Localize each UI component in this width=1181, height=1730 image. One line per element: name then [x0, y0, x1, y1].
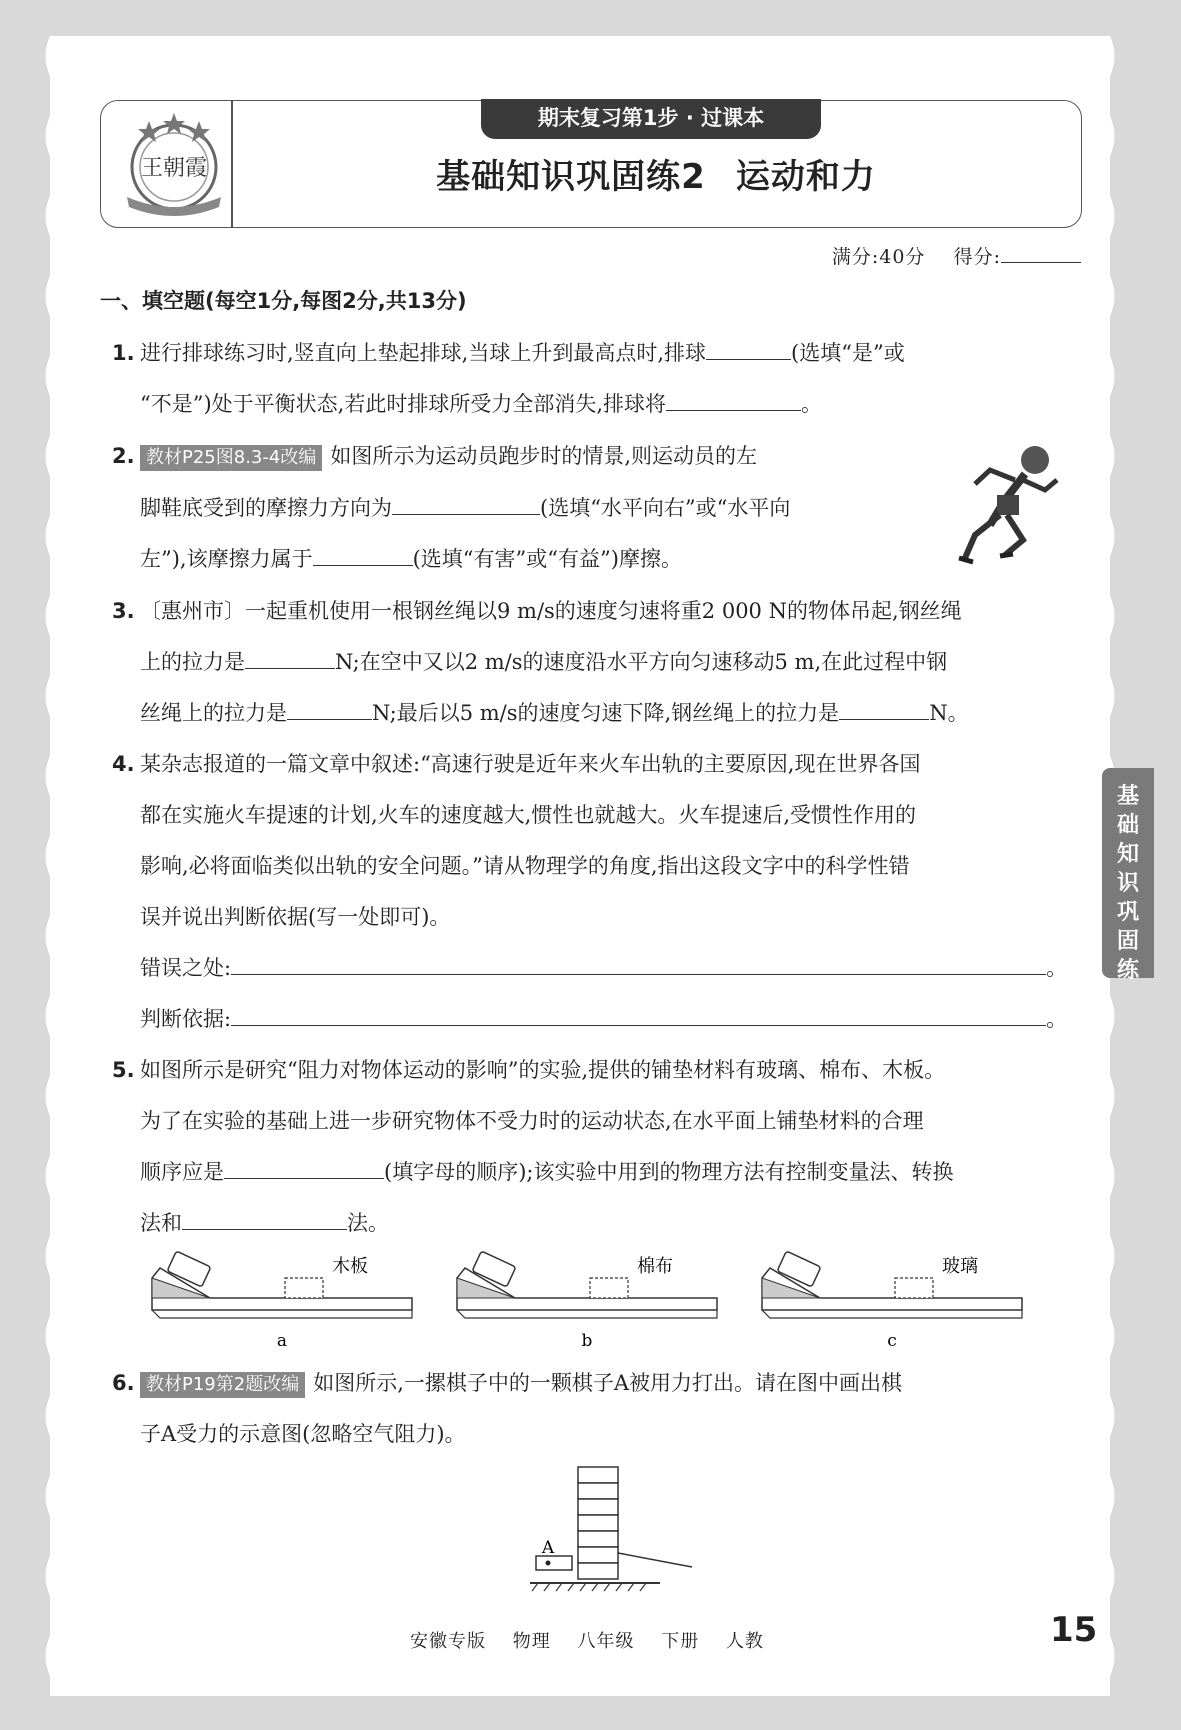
side-tab-char: 基: [1116, 784, 1139, 809]
q4-basis-label: 判断依据:: [140, 1007, 232, 1031]
q3-blank-1[interactable]: [245, 646, 335, 669]
q1-number: 1.: [112, 341, 135, 365]
side-tab-char: 固: [1116, 929, 1139, 954]
ramp-figure-c: [760, 1248, 1025, 1353]
question-6-line2: 子A受力的示意图(忽略空气阻力)。: [140, 1422, 466, 1446]
q2-text-2: 脚鞋底受到的摩擦力方向为: [140, 496, 392, 520]
q2-source-tag: 教材P25图8.3-4改编: [140, 445, 322, 471]
question-5-line4: [140, 1207, 389, 1237]
full-score: 满分:40分: [831, 246, 926, 268]
question-1-line2: [140, 388, 822, 418]
footer-subject: 物理: [512, 1631, 551, 1652]
q4-error-end: 。: [1046, 956, 1068, 980]
question-5: [112, 1054, 945, 1084]
q6-number: 6.: [112, 1371, 135, 1395]
q5-number: 5.: [112, 1058, 135, 1082]
q1-text-1: 进行排球练习时,竖直向上垫起排球,当球上升到最高点时,排球: [140, 341, 707, 365]
q5-text-4: 法和: [140, 1211, 182, 1235]
section-heading: 一、填空题(每空1分,每图2分,共13分): [100, 289, 467, 313]
q5-text-4b: 法。: [347, 1211, 389, 1235]
question-2: [112, 440, 757, 471]
side-tab-char: 础: [1116, 813, 1139, 838]
chess-label-a: A: [541, 1538, 555, 1558]
q4-error-label: 错误之处:: [140, 956, 232, 980]
q3-blank-2[interactable]: [287, 697, 372, 720]
q2-text-1: 如图所示为运动员跑步时的情景,则运动员的左: [330, 444, 758, 468]
score-line: [832, 242, 1081, 269]
question-4-line2: 都在实施火车提速的计划,火车的速度越大,惯性也就越大。火车提速后,受惯性作用的: [140, 803, 917, 827]
q3-number: 3.: [112, 599, 135, 623]
question-2-line3: [140, 543, 682, 573]
ramp-material-label: 木板: [332, 1256, 368, 1277]
q4-error-blank[interactable]: [231, 952, 1046, 975]
question-6: [112, 1367, 902, 1398]
question-4-line3: 影响,必将面临类似出轨的安全问题。”请从物理学的角度,指出这段文字中的科学性错: [140, 854, 910, 878]
q5-blank-2[interactable]: [182, 1207, 347, 1230]
q3-text-3: 丝绳上的拉力是: [140, 701, 287, 725]
step-tag: 期末复习第1步 · 过课本: [481, 99, 821, 139]
q1-text-2b: 。: [801, 392, 823, 416]
footer-grade: 八年级: [577, 1631, 635, 1652]
footer: [410, 1627, 784, 1653]
chess-stack-figure: [530, 1465, 700, 1595]
q2-text-3b: (选填“有害”或“有益”)摩擦。: [412, 547, 682, 571]
question-5-line3: [140, 1156, 953, 1186]
q1-blank-1[interactable]: [706, 337, 791, 360]
side-tab-char: 巩: [1116, 900, 1139, 925]
side-tab-char: 识: [1116, 871, 1139, 896]
side-tab-char: 知: [1116, 842, 1139, 867]
ramp-letter-label: c: [887, 1331, 897, 1351]
question-2-line2: [140, 492, 790, 522]
ramp-figure-a: [150, 1248, 415, 1353]
q2-blank-1[interactable]: [392, 492, 540, 515]
q3-text-1: 〔惠州市〕一起重机使用一根钢丝绳以9 m/s的速度匀速将重2 000 N的物体吊起,钢丝绳: [140, 599, 962, 623]
footer-volume: 下册: [661, 1631, 700, 1652]
q4-error-line: [140, 952, 1067, 982]
ramp-material-label: 玻璃: [942, 1256, 978, 1277]
page-title: [231, 149, 1081, 198]
q2-text-2b: (选填“水平向右”或“水平向: [540, 496, 791, 520]
ramp-figure-b: [455, 1248, 720, 1353]
question-1: [112, 337, 905, 367]
q4-basis-line: [140, 1003, 1067, 1033]
q4-basis-blank[interactable]: [231, 1003, 1046, 1026]
score-label: 得分:: [953, 246, 1001, 268]
q1-text-2: “不是”)处于平衡状态,若此时排球所受力全部消失,排球将: [140, 392, 667, 416]
q2-number: 2.: [112, 444, 135, 468]
q2-text-3: 左”),该摩擦力属于: [140, 547, 313, 571]
title-banner: [100, 100, 1082, 228]
q2-blank-2[interactable]: [313, 543, 413, 566]
title-topic: 运动和力: [735, 157, 876, 197]
side-tab-char: 练: [1116, 958, 1139, 983]
score-blank[interactable]: [1001, 262, 1081, 263]
question-4-line4: 误并说出判断依据(写一处即可)。: [140, 905, 451, 929]
q4-basis-end: 。: [1046, 1007, 1068, 1031]
q3-blank-3[interactable]: [839, 697, 929, 720]
question-4: [112, 748, 920, 778]
ramp-letter-label: b: [581, 1331, 593, 1351]
footer-publisher: 人教: [725, 1631, 764, 1652]
ramp-material-label: 棉布: [637, 1256, 673, 1277]
q5-text-1: 如图所示是研究“阻力对物体运动的影响”的实验,提供的铺垫材料有玻璃、棉布、木板。: [140, 1058, 946, 1082]
q5-text-3: 顺序应是: [140, 1160, 224, 1184]
q3-text-2b: N;在空中又以2 m/s的速度沿水平方向匀速移动5 m,在此过程中钢: [335, 650, 948, 674]
ramp-letter-label: a: [276, 1331, 288, 1351]
q6-source-tag: 教材P19第2题改编: [140, 1372, 305, 1398]
brand-logo-icon: [119, 107, 229, 219]
runner-figure: [945, 440, 1065, 570]
question-3-line3: [140, 697, 969, 727]
question-5-line2: 为了在实验的基础上进一步研究物体不受力时的运动状态,在水平面上铺垫材料的合理: [140, 1109, 924, 1133]
side-tab: [1102, 768, 1154, 983]
q3-text-3b: N;最后以5 m/s的速度匀速下降,钢丝绳上的拉力是: [372, 701, 840, 725]
q1-text-1b: (选填“是”或: [791, 341, 905, 365]
q5-blank-1[interactable]: [224, 1156, 384, 1179]
q6-text-1: 如图所示,一摞棋子中的一颗棋子A被用力打出。请在图中画出棋: [313, 1371, 903, 1395]
q4-number: 4.: [112, 752, 135, 776]
q4-text-1: 某杂志报道的一篇文章中叙述:“高速行驶是近年来火车出轨的主要原因,现在世界各国: [140, 752, 921, 776]
question-3: [112, 595, 962, 625]
title-main: 基础知识巩固练2: [436, 157, 706, 197]
question-3-line2: [140, 646, 947, 676]
page-number: 15: [1050, 1610, 1098, 1650]
q5-text-3b: (填字母的顺序);该实验中用到的物理方法有控制变量法、转换: [384, 1160, 954, 1184]
q3-text-2: 上的拉力是: [140, 650, 245, 674]
svg-text:王朝霞: 王朝霞: [140, 156, 208, 181]
footer-edition: 安徽专版: [410, 1631, 486, 1652]
q1-blank-2[interactable]: [666, 388, 801, 411]
wavy-left-edge: [41, 36, 59, 1696]
q3-text-3c: N。: [929, 701, 969, 725]
